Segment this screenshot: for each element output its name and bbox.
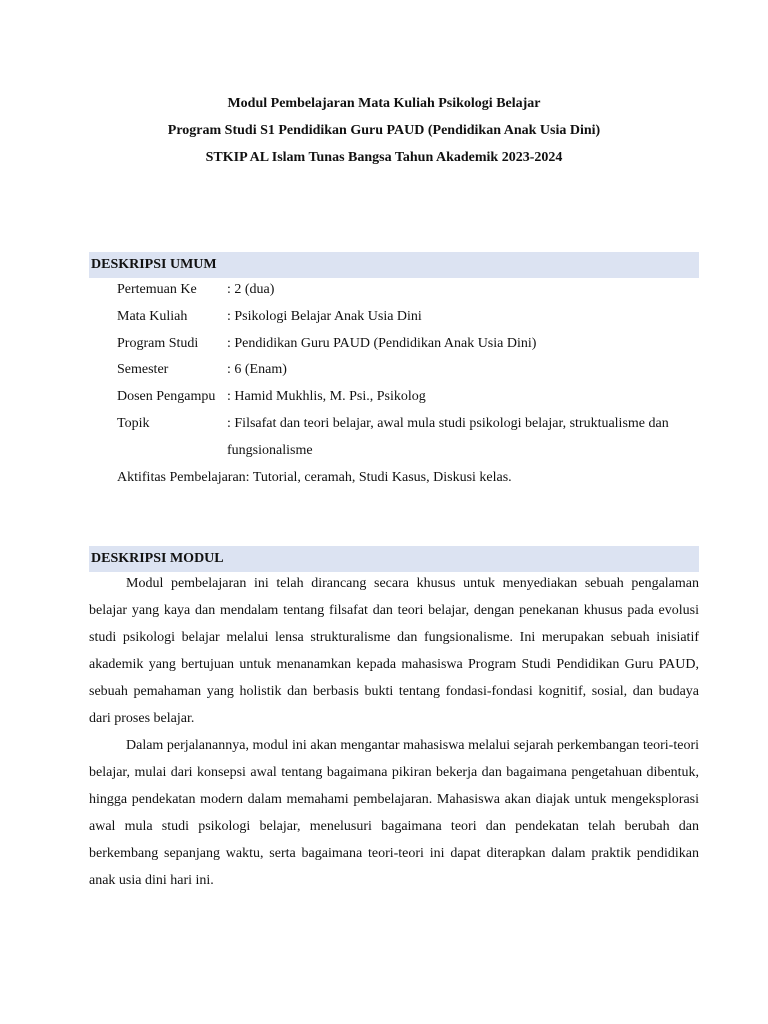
title-line-institution: STKIP AL Islam Tunas Bangsa Tahun Akademik 2023-2024: [205, 150, 563, 165]
info-label: Dosen Pengampu: [117, 389, 216, 405]
learning-activities: Aktifitas Pembelajaran: Tutorial, ceramah, Studi Kasus, Diskusi kelas.: [117, 469, 512, 485]
paragraph: Dalam perjalanannya, modul ini akan mengantar mahasiswa melalui sejarah perkembangan teori-teori belajar, mulai dari konsepsi awal tentang bagaimana pikiran bekerja dan bagaimana pengetahuan dibentuk, hingga pendekatan modern dalam memahami pembelajaran. Mahasiswa akan diajak untuk mengeksplorasi awal mula studi psikologi belajar, menelusuri bagaimana teori dan pendekatan telah berubah dan berkembang sepanjang waktu, serta bagaimana teori-teori ini dapat diterapkan dalam praktik pendidikan anak usia dini hari ini.: [89, 738, 699, 888]
title-line-course: Modul Pembelajaran Mata Kuliah Psikologi Belajar: [227, 96, 541, 111]
info-row-program-studi: [117, 331, 699, 358]
info-value: : Hamid Mukhlis, M. Psi., Psikolog: [227, 389, 426, 405]
paragraph: Modul pembelajaran ini telah dirancang secara khusus untuk menyediakan sebuah pengalaman belajar yang kaya dan mendalam tentang filsafat dan teori belajar, dengan penekanan khusus pada evolusi studi psikologi belajar melalui lensa strukturalisme dan fungsionalisme. Ini merupakan sebuah inisiatif akademik yang bertujuan untuk menanamkan kepada mahasiswa Program Studi Pendidikan Guru PAUD, sebuah pemahaman yang holistik dan berbasis bukti tentang fondasi-fondasi kognitif, sosial, dan budaya dari proses belajar.: [89, 576, 699, 726]
info-label: Program Studi: [117, 335, 199, 351]
info-row-topik: [117, 411, 699, 465]
info-value: : 6 (Enam): [227, 362, 287, 378]
info-row-mata-kuliah: [117, 304, 699, 331]
module-description-body: [89, 570, 699, 894]
document-title: [0, 90, 768, 171]
info-row-semester: [117, 357, 699, 384]
info-label: Mata Kuliah: [117, 308, 188, 324]
info-value: : 2 (dua): [227, 282, 275, 297]
info-label: Semester: [117, 362, 169, 378]
info-value: : Pendidikan Guru PAUD (Pendidikan Anak Usia Dini): [227, 335, 537, 351]
info-value: : Psikologi Belajar Anak Usia Dini: [227, 308, 422, 324]
info-label: Pertemuan Ke: [117, 282, 197, 297]
section-heading-deskripsi-modul: DESKRIPSI MODUL: [89, 546, 699, 572]
info-value: : Filsafat dan teori belajar, awal mula studi psikologi belajar, struktualisme dan fungsionalisme: [227, 415, 669, 458]
info-row-pertemuan: [117, 277, 699, 304]
section-heading-deskripsi-umum: DESKRIPSI UMUM: [89, 252, 699, 278]
general-info-table: [117, 277, 699, 491]
info-label: Topik: [117, 415, 150, 431]
title-line-program: Program Studi S1 Pendidikan Guru PAUD (Pendidikan Anak Usia Dini): [167, 123, 601, 138]
info-row-dosen: [117, 384, 699, 411]
